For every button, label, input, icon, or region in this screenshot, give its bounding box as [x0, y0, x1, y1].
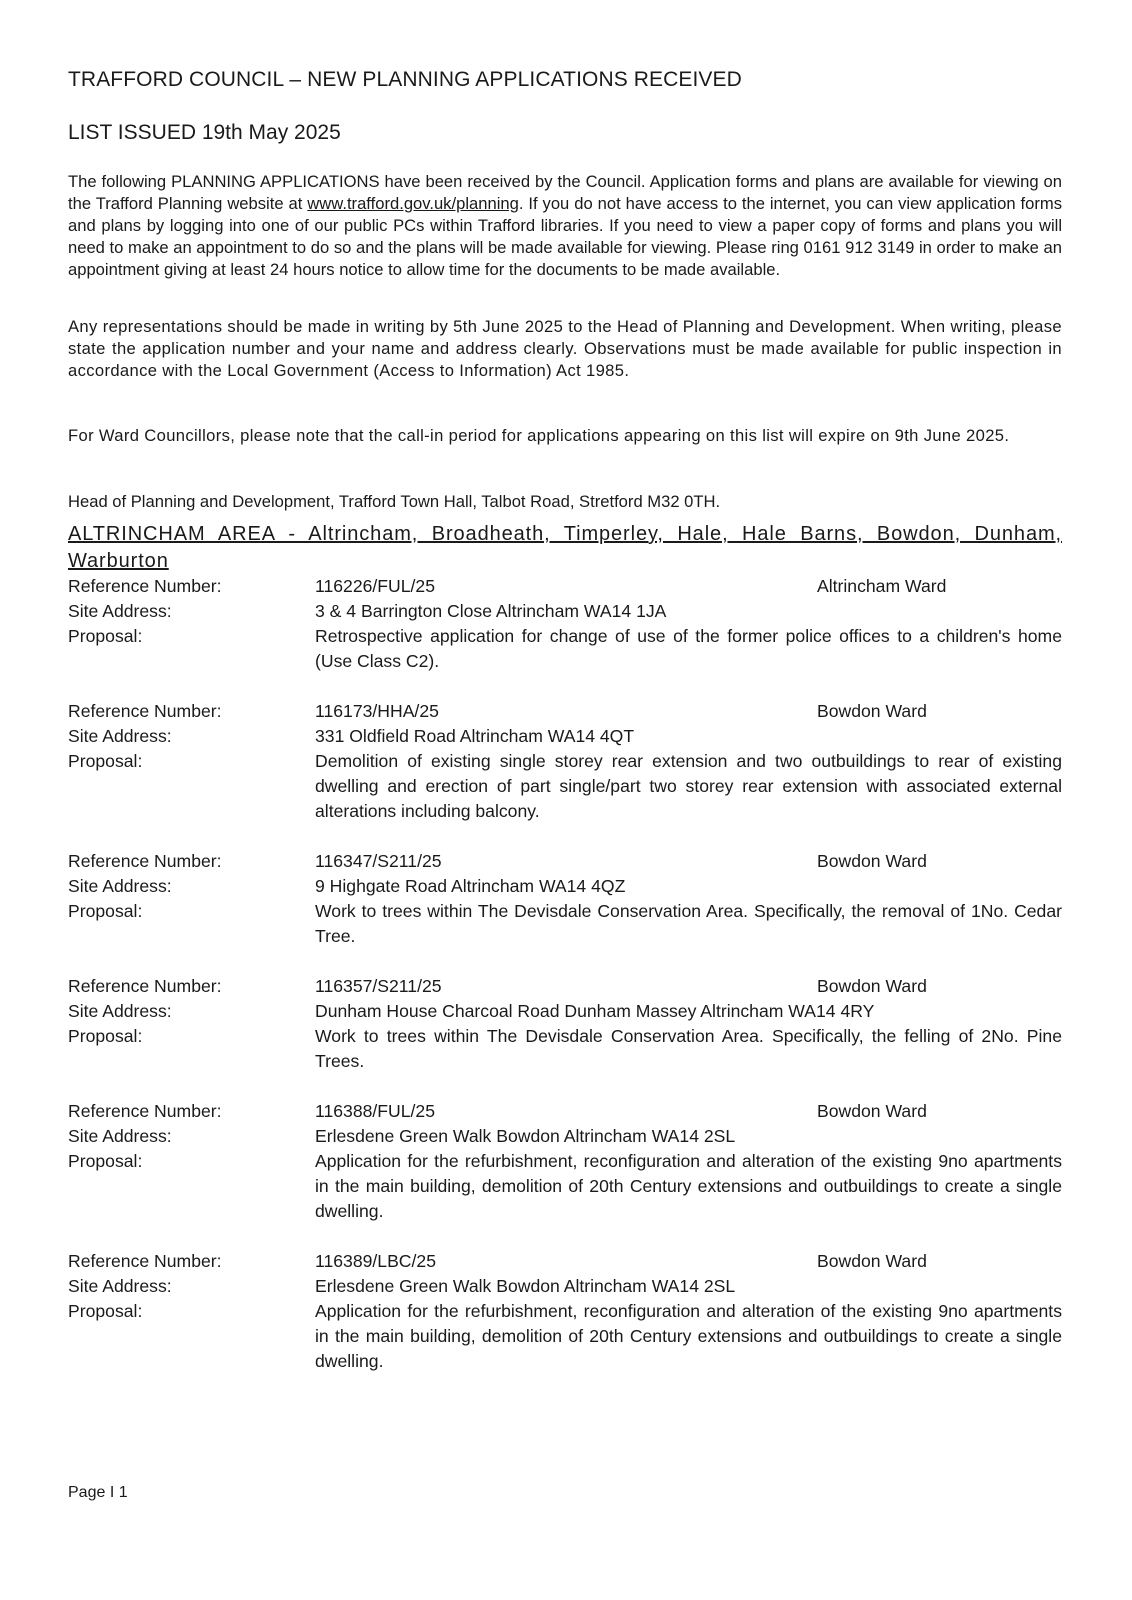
site-address-row [68, 1274, 1062, 1299]
site-address-row [68, 599, 1062, 624]
site-address-row [68, 874, 1062, 899]
page-title: TRAFFORD COUNCIL – NEW PLANNING APPLICATIONS RECEIVED [68, 68, 742, 91]
proposal-text-label: Proposal: [68, 1301, 143, 1321]
reference-number: 116388/FUL/25 [315, 1101, 435, 1121]
proposal-text-label: Proposal: [68, 1151, 143, 1171]
reference-number-label: Reference Number: [68, 701, 222, 721]
application-entry [68, 574, 1062, 674]
reference-number-label: Reference Number: [68, 576, 222, 596]
planning-website-link[interactable]: www.trafford.gov.uk/planning [307, 194, 519, 213]
site-address-label: Site Address: [68, 601, 172, 621]
intro-text-before-link: The following PLANNING APPLICATIONS have been received by the Council. Application forms and plans are available for viewing on the Trafford Planning website at [68, 172, 1062, 213]
ward-name: Bowdon Ward [817, 701, 927, 721]
site-address-label: Site Address: [68, 726, 172, 746]
proposal-text: Work to trees within The Devisdale Conservation Area. Specifically, the removal of 1No. Cedar Tree. [315, 901, 1062, 946]
reference-number: 116226/FUL/25 [315, 576, 435, 596]
proposal-text-row [68, 749, 1062, 824]
site-address: 3 & 4 Barrington Close Altrincham WA14 1JA [315, 601, 667, 621]
site-address-row [68, 999, 1062, 1024]
ward-name: Bowdon Ward [817, 1101, 927, 1121]
site-address: Erlesdene Green Walk Bowdon Altrincham WA14 2SL [315, 1276, 736, 1296]
proposal-text-label: Proposal: [68, 901, 143, 921]
proposal-text: Application for the refurbishment, reconfiguration and alteration of the existing 9no apartments in the main building, demolition of 20th Century extensions and outbuildings to create a single dwelling. [315, 1301, 1062, 1371]
proposal-text-row [68, 1024, 1062, 1074]
reference-number-row [68, 1099, 1062, 1124]
ward-name: Altrincham Ward [817, 576, 947, 596]
application-entry [68, 699, 1062, 824]
reference-number: 116347/S211/25 [315, 851, 442, 871]
reference-number-row [68, 1249, 1062, 1274]
proposal-text: Application for the refurbishment, reconfiguration and alteration of the existing 9no apartments in the main building, demolition of 20th Century extensions and outbuildings to create a single dwelling. [315, 1151, 1062, 1221]
proposal-text-row [68, 1149, 1062, 1224]
reference-number-label: Reference Number: [68, 976, 222, 996]
page-number: Page I 1 [68, 1484, 128, 1501]
site-address: Dunham House Charcoal Road Dunham Massey Altrincham WA14 4RY [315, 1001, 875, 1021]
proposal-text-label: Proposal: [68, 626, 143, 646]
application-entry [68, 1249, 1062, 1374]
reference-number-label: Reference Number: [68, 1251, 222, 1271]
site-address-label: Site Address: [68, 1276, 172, 1296]
site-address: 9 Highgate Road Altrincham WA14 4QZ [315, 876, 626, 896]
reference-number: 116357/S211/25 [315, 976, 442, 996]
site-address-label: Site Address: [68, 1001, 172, 1021]
reference-number-row [68, 574, 1062, 599]
reference-number-row [68, 849, 1062, 874]
proposal-text-row [68, 899, 1062, 949]
site-address: Erlesdene Green Walk Bowdon Altrincham WA14 2SL [315, 1126, 736, 1146]
site-address-label: Site Address: [68, 876, 172, 896]
site-address-label: Site Address: [68, 1126, 172, 1146]
reference-number-row [68, 699, 1062, 724]
reference-number: 116173/HHA/25 [315, 701, 439, 721]
proposal-text-row [68, 624, 1062, 674]
ward-name: Bowdon Ward [817, 1251, 927, 1271]
reference-number: 116389/LBC/25 [315, 1251, 436, 1271]
proposal-text-row [68, 1299, 1062, 1374]
proposal-text-label: Proposal: [68, 1026, 143, 1046]
ward-name: Bowdon Ward [817, 851, 927, 871]
application-entry [68, 849, 1062, 949]
reference-number-row [68, 974, 1062, 999]
ward-name: Bowdon Ward [817, 976, 927, 996]
intro-paragraph-representations: Any representations should be made in writing by 5th June 2025 to the Head of Planning and Development. When writing, please state the application number and your name and address clearly. Observations must be made available for public inspection in accordance with the Local Government (Access to Information) Act 1985. [68, 317, 1062, 380]
intro-text-after-link: . If you do not have access to the internet, you can view application forms and plans by logging into one of our public PCs within Trafford libraries. If you need to view a paper copy of forms and plans you will need to make an appointment to do so and the plans will be made available for viewing. Please ring 0161 912 3149 in order to make an appointment giving at least 24 hours notice to allow time for the documents to be made available. [68, 194, 1062, 279]
reference-number-label: Reference Number: [68, 851, 222, 871]
area-heading: ALTRINCHAM AREA - Altrincham, Broadheath, Timperley, Hale, Hale Barns, Bowdon, Dunham, Warburton [68, 523, 1062, 572]
issue-date: LIST ISSUED 19th May 2025 [68, 121, 341, 144]
application-entry [68, 974, 1062, 1074]
site-address: 331 Oldfield Road Altrincham WA14 4QT [315, 726, 635, 746]
reference-number-label: Reference Number: [68, 1101, 222, 1121]
proposal-text: Demolition of existing single storey rear extension and two outbuildings to rear of existing dwelling and erection of part single/part two storey rear extension with associated external alterations including balcony. [315, 751, 1062, 821]
intro-paragraph-address: Head of Planning and Development, Trafford Town Hall, Talbot Road, Stretford M32 0TH. [68, 492, 721, 511]
proposal-text-label: Proposal: [68, 751, 143, 771]
application-entry [68, 1099, 1062, 1224]
site-address-row [68, 1124, 1062, 1149]
proposal-text: Retrospective application for change of use of the former police offices to a children's home (Use Class C2). [315, 626, 1062, 671]
intro-paragraph-call-in: For Ward Councillors, please note that the call-in period for applications appearing on this list will expire on 9th June 2025. [68, 426, 1010, 445]
intro-paragraph-viewing [68, 171, 1062, 281]
site-address-row [68, 724, 1062, 749]
proposal-text: Work to trees within The Devisdale Conservation Area. Specifically, the felling of 2No. Pine Trees. [315, 1026, 1062, 1071]
applications-list [68, 574, 1062, 1399]
